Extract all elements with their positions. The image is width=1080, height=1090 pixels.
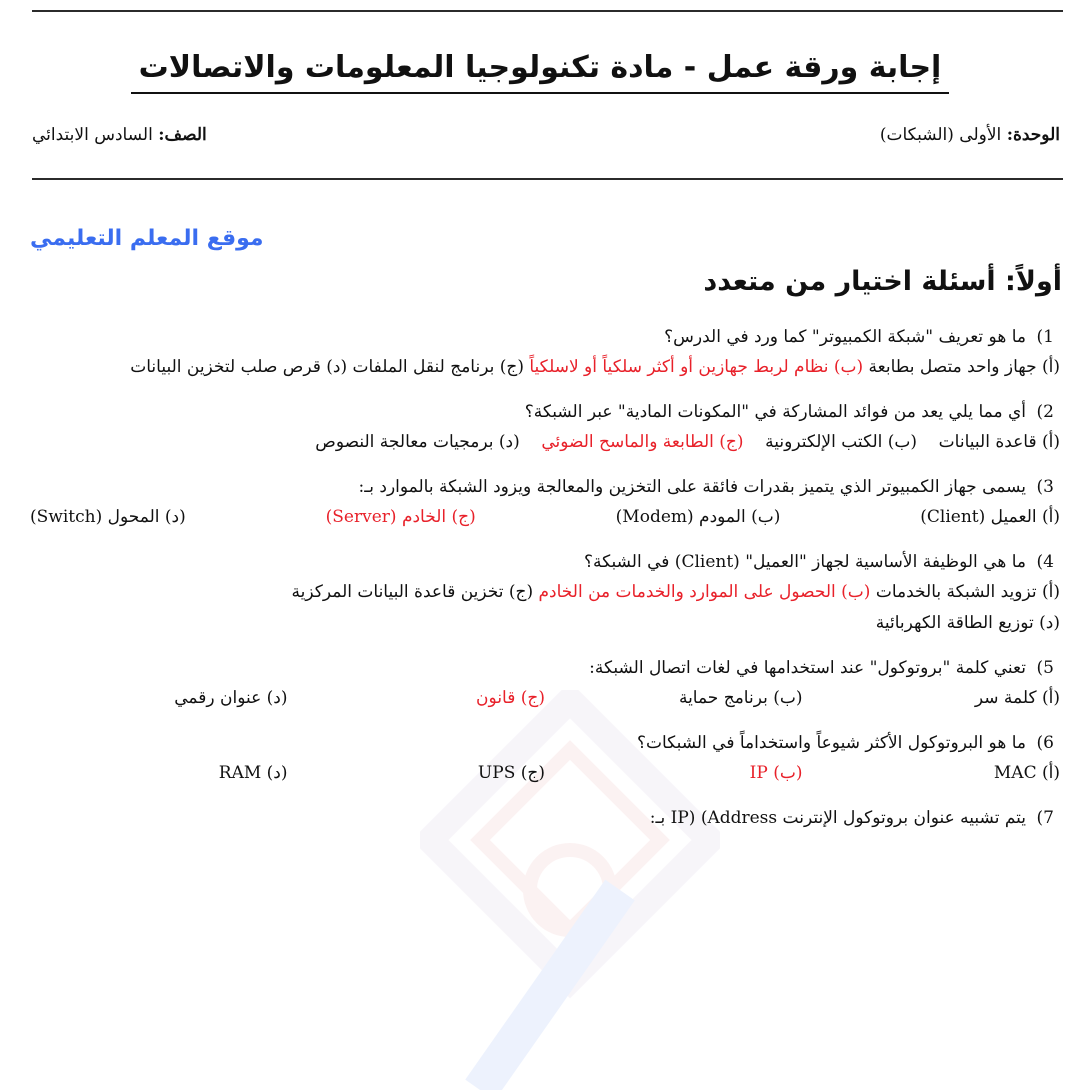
option-b-correct[interactable]: (ب) الحصول على الموارد والخدمات من الخادم — [538, 582, 871, 602]
meta-row — [32, 120, 1060, 150]
option-b[interactable]: (ب) المودم (Modem) — [615, 507, 781, 527]
option-d[interactable]: (د) قرص صلب لتخزين البيانات — [130, 357, 348, 377]
question-text: ما هو تعريف "شبكة الكمبيوتر" كما ورد في الدرس؟ — [664, 327, 1026, 347]
question-stem — [30, 472, 1060, 502]
grade-label: الصف: — [158, 125, 207, 145]
question-number: 7) — [1036, 808, 1054, 828]
question-stem — [30, 803, 1060, 833]
option-a[interactable]: (أ) قاعدة البيانات — [938, 432, 1060, 452]
question-text: يسمى جهاز الكمبيوتر الذي يتميز بقدرات فائقة على التخزين والمعالجة ويزود الشبكة بالموارد بـ: — [358, 477, 1026, 497]
option-c[interactable]: (ج) برنامج لنقل الملفات — [352, 357, 524, 377]
options-line — [30, 427, 1060, 458]
unit-info — [880, 120, 1060, 150]
question-3 — [30, 472, 1060, 533]
question-stem — [30, 322, 1060, 352]
options-line — [30, 352, 1060, 383]
questions-list — [30, 322, 1060, 847]
question-stem — [30, 653, 1060, 683]
brand-watermark-text: موقع المعلم التعليمي — [30, 226, 264, 251]
options-line — [30, 683, 1060, 714]
option-c-correct[interactable]: (ج) الطابعة والماسح الضوئي — [541, 432, 744, 452]
question-number: 6) — [1036, 733, 1054, 753]
option-d[interactable]: (د) RAM — [218, 763, 288, 783]
option-a[interactable]: (أ) تزويد الشبكة بالخدمات — [875, 582, 1060, 602]
question-text: يتم تشبيه عنوان بروتوكول الإنترنت IP) (Address بـ: — [649, 808, 1026, 828]
question-stem — [30, 547, 1060, 577]
section-title: أولاً: أسئلة اختيار من متعدد — [703, 266, 1062, 297]
unit-label: الوحدة: — [1006, 125, 1060, 145]
top-rule — [32, 10, 1063, 12]
options-line — [30, 758, 1060, 789]
option-c[interactable]: (ج) تخزين قاعدة البيانات المركزية — [291, 582, 534, 602]
options-line — [30, 502, 1060, 533]
title-text: إجابة ورقة عمل - مادة تكنولوجيا المعلومات والاتصالات — [131, 48, 950, 94]
option-a[interactable]: (أ) MAC — [993, 763, 1060, 783]
question-5 — [30, 653, 1060, 714]
option-c[interactable]: (ج) UPS — [477, 763, 545, 783]
option-b[interactable]: (ب) برنامج حماية — [678, 688, 803, 708]
question-1 — [30, 322, 1060, 383]
option-a[interactable]: (أ) العميل (Client) — [920, 507, 1060, 527]
grade-value: السادس الابتدائي — [32, 125, 153, 145]
option-a[interactable]: (أ) كلمة سر — [974, 688, 1060, 708]
grade-info — [32, 120, 207, 150]
question-number: 2) — [1036, 402, 1054, 422]
option-d[interactable]: (د) توزيع الطاقة الكهربائية — [875, 613, 1060, 633]
unit-value: الأولى (الشبكات) — [879, 125, 1002, 145]
option-a[interactable]: (أ) جهاز واحد متصل بطابعة — [868, 357, 1060, 377]
option-c-correct[interactable]: (ج) قانون — [476, 688, 545, 708]
question-number: 4) — [1036, 552, 1054, 572]
question-number: 5) — [1036, 658, 1054, 678]
question-7 — [30, 803, 1060, 833]
question-stem — [30, 728, 1060, 758]
question-text: تعني كلمة "بروتوكول" عند استخدامها في لغات اتصال الشبكة: — [589, 658, 1026, 678]
option-b-correct[interactable]: (ب) IP — [749, 763, 803, 783]
meta-rule — [32, 178, 1063, 180]
option-b-correct[interactable]: (ب) نظام لربط جهازين أو أكثر سلكياً أو لاسلكياً — [529, 357, 864, 377]
question-stem — [30, 397, 1060, 427]
option-d[interactable]: (د) المحول (Switch) — [30, 507, 186, 527]
question-number: 1) — [1036, 327, 1054, 347]
question-text: ما هي الوظيفة الأساسية لجهاز "العميل" (Client) في الشبكة؟ — [583, 552, 1026, 572]
option-b[interactable]: (ب) الكتب الإلكترونية — [765, 432, 918, 452]
page-title — [0, 48, 1080, 94]
question-6 — [30, 728, 1060, 789]
option-d[interactable]: (د) برمجيات معالجة النصوص — [315, 432, 520, 452]
option-c-correct[interactable]: (ج) الخادم (Server) — [325, 507, 476, 527]
question-text: أي مما يلي يعد من فوائد المشاركة في "المكونات المادية" عبر الشبكة؟ — [524, 402, 1026, 422]
question-4 — [30, 547, 1060, 639]
question-2 — [30, 397, 1060, 458]
question-text: ما هو البروتوكول الأكثر شيوعاً واستخداماً في الشبكات؟ — [636, 733, 1026, 753]
option-d[interactable]: (د) عنوان رقمي — [174, 688, 288, 708]
question-number: 3) — [1036, 477, 1054, 497]
options-line — [30, 577, 1060, 639]
